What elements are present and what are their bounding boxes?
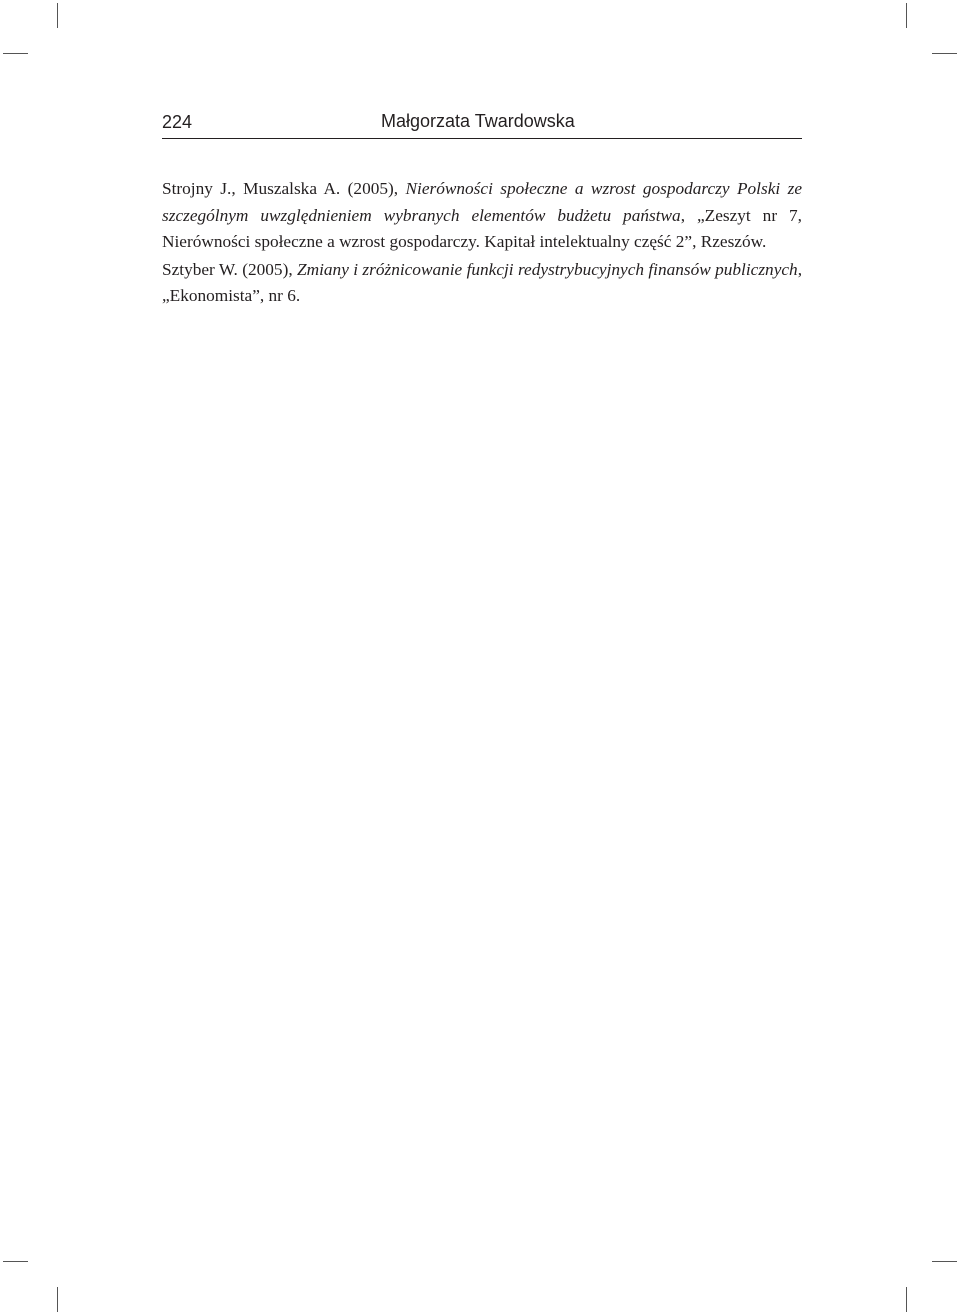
reference-authors: Strojny J., Muszalska A. xyxy=(162,179,341,198)
reference-source: , „Ekonomista”, nr 6. xyxy=(162,259,803,305)
crop-mark xyxy=(906,3,907,28)
crop-mark xyxy=(3,53,28,54)
running-head-author: Małgorzata Twardowska xyxy=(381,111,575,131)
reference-source: , „Zeszyt nr 7, Nierówności społeczne a wzrost gospodarczy. Kapitał intelektualny część 2”, Rzeszów. xyxy=(162,205,802,251)
crop-mark xyxy=(3,1261,28,1262)
reference-year: (2005), xyxy=(237,259,298,279)
page-number: 224 xyxy=(162,112,193,132)
reference-entry xyxy=(162,176,802,256)
reference-list xyxy=(162,176,802,311)
crop-mark xyxy=(932,1261,957,1262)
reference-entry xyxy=(162,257,802,310)
crop-mark xyxy=(906,1287,907,1312)
crop-mark xyxy=(57,1287,58,1312)
reference-title: Zmiany i zróżnicowanie funkcji redystrybucyjnych finansów publicznych xyxy=(297,259,798,279)
crop-mark xyxy=(932,53,957,54)
reference-year: (2005), xyxy=(340,179,406,198)
crop-mark xyxy=(57,3,58,28)
reference-title: Nierówności społeczne a wzrost gospodarczy Polski ze szczególnym uwzględnieniem wybranych elementów budżetu państwa xyxy=(162,179,802,225)
running-head xyxy=(162,110,802,139)
reference-authors: Sztyber W. xyxy=(162,259,238,279)
